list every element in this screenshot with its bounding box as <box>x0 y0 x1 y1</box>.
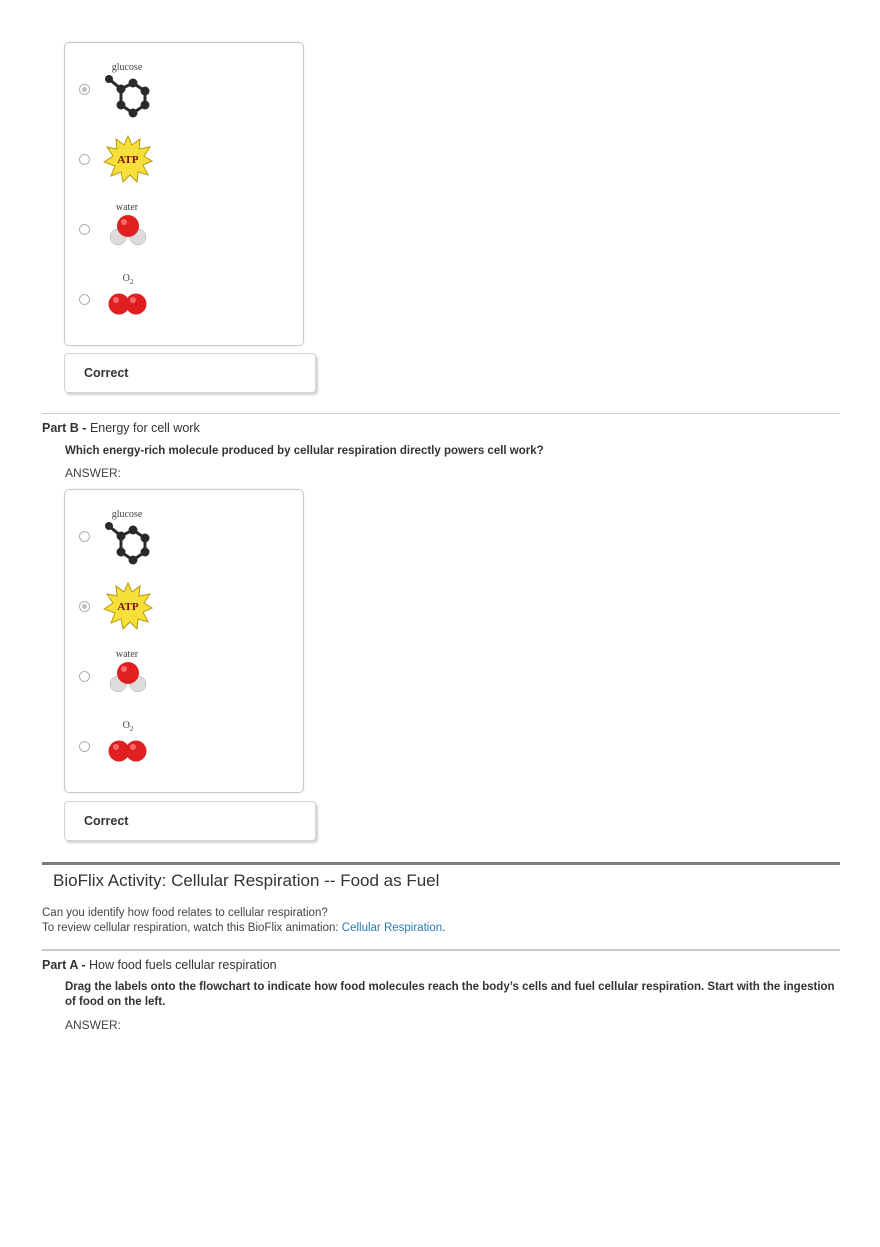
option-atp[interactable] <box>65 572 303 642</box>
option-label-glucose: glucose <box>111 509 143 520</box>
part-b-answer-box <box>64 489 304 793</box>
section-title: BioFlix Activity: Cellular Respiration -- Food as Fuel <box>53 871 440 890</box>
option-label-water: water <box>115 202 139 213</box>
section-divider <box>42 862 840 865</box>
option-glucose[interactable] <box>65 502 303 572</box>
option-label-o2: $O_2$ <box>122 273 134 286</box>
intro-line-2-text: To review cellular respiration, watch this BioFlix animation: <box>42 922 342 934</box>
option-glucose[interactable] <box>65 55 303 125</box>
radio-water[interactable] <box>79 671 90 682</box>
glucose-molecule-icon <box>101 520 157 566</box>
part-a-prefix: Part A - <box>42 958 86 972</box>
atp-starburst-icon <box>103 582 153 630</box>
feedback-text: Correct <box>84 366 129 380</box>
part-b-title <box>42 421 200 435</box>
option-water[interactable] <box>65 642 303 712</box>
radio-o2[interactable] <box>79 294 90 305</box>
part-b-feedback <box>64 801 316 841</box>
water-molecule-icon <box>109 660 149 696</box>
part-b-answer-label: ANSWER: <box>65 466 122 480</box>
question1-answer-box <box>64 42 304 346</box>
part-b-name: Energy for cell work <box>89 421 200 435</box>
option-water[interactable] <box>65 195 303 265</box>
intro-line-2 <box>42 921 445 936</box>
part-a-question: Drag the labels onto the flowchart to indicate how food molecules reach the body’s cells and fuel cellular respiration. Start with the ingestion of food on the left. <box>65 981 835 1008</box>
part-a-title <box>42 958 277 972</box>
water-molecule-icon <box>109 213 149 249</box>
option-atp[interactable] <box>65 125 303 195</box>
option-label-glucose: glucose <box>111 62 143 73</box>
radio-atp[interactable] <box>79 154 90 165</box>
part-a-name: How food fuels cellular respiration <box>89 958 277 972</box>
glucose-molecule-icon <box>101 73 157 119</box>
option-o2[interactable] <box>65 265 303 335</box>
part-b-question: Which energy-rich molecule produced by cellular respiration directly powers cell work? <box>65 445 544 457</box>
oxygen-molecule-icon <box>107 287 149 319</box>
feedback-text: Correct <box>84 814 129 828</box>
divider <box>42 413 840 414</box>
intro-line-1: Can you identify how food relates to cellular respiration? <box>42 907 328 919</box>
oxygen-molecule-icon <box>107 734 149 766</box>
cellular-respiration-link[interactable]: Cellular Respiration <box>341 922 443 934</box>
radio-glucose[interactable] <box>79 531 90 542</box>
option-label-water: water <box>115 649 139 660</box>
atp-icon-text: ATP <box>117 601 139 613</box>
option-o2[interactable] <box>65 712 303 782</box>
divider <box>42 949 840 951</box>
atp-starburst-icon <box>103 135 153 183</box>
radio-o2[interactable] <box>79 741 90 752</box>
option-label-o2: $O_2$ <box>122 720 134 733</box>
question1-feedback <box>64 353 316 393</box>
part-a-answer-label: ANSWER: <box>65 1018 122 1032</box>
radio-atp[interactable] <box>79 601 90 612</box>
part-b-prefix: Part B - <box>42 421 87 435</box>
atp-icon-text: ATP <box>117 154 139 166</box>
radio-water[interactable] <box>79 224 90 235</box>
radio-glucose[interactable] <box>79 84 90 95</box>
section-intro <box>42 906 445 936</box>
intro-line-2-suffix: . <box>442 922 446 934</box>
